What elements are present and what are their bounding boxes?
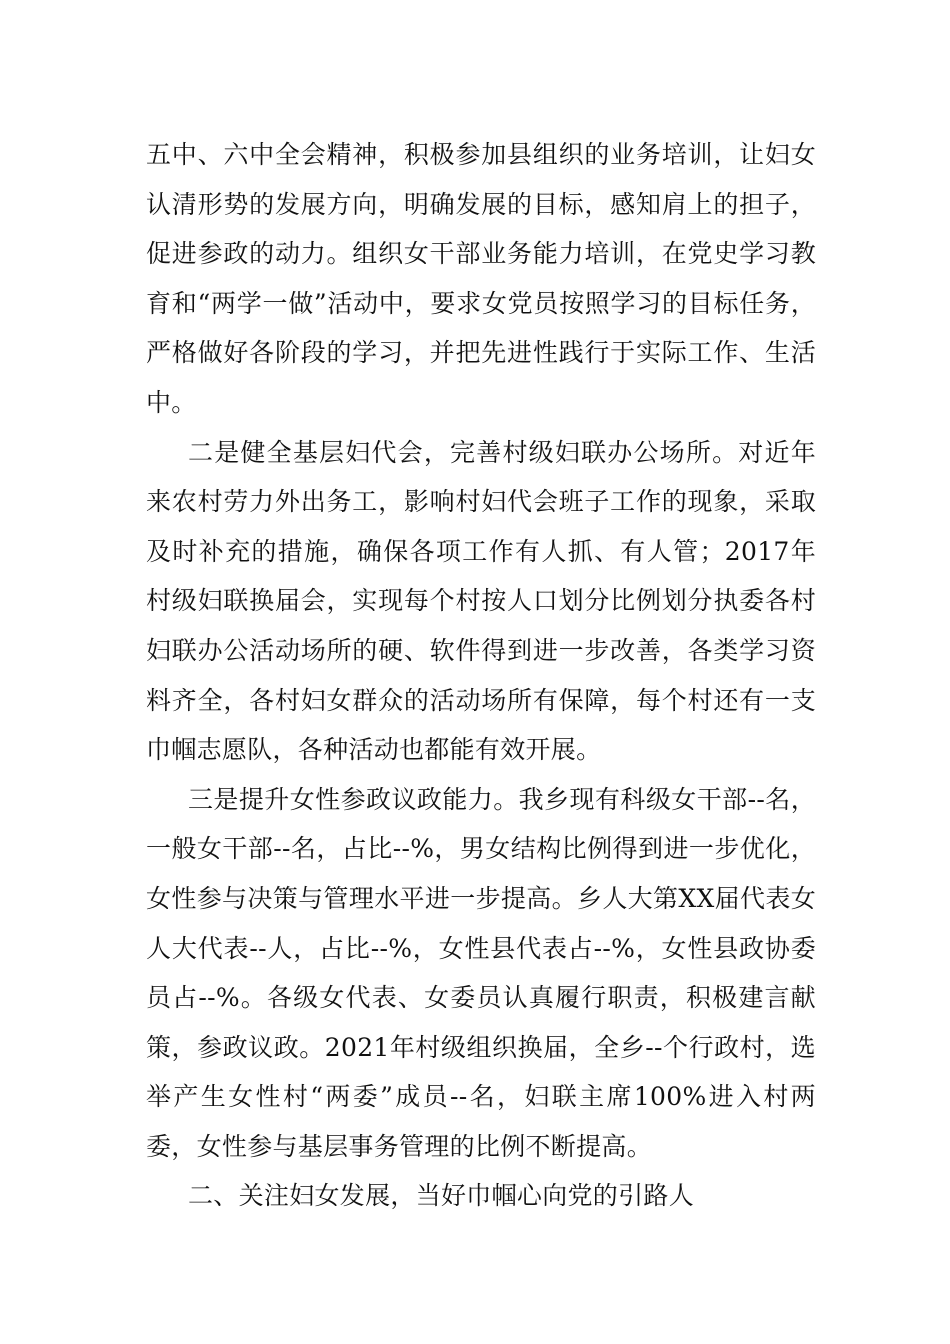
paragraph-women-political-participation: 三是提升女性参政议政能力。我乡现有科级女干部--名，一般女干部--名，占比--%，男女结构比例得到进一步优化，女性参与决策与管理水平进一步提高。乡人大第XX届代表女人大代表--人，占比--%，女性县代表占--%，女性县政协委员占--%。各级女代表、女委员认真履行职责，积极建言献策，参政议政。2021年村级组织换届，全乡--个行政村，选举产生女性村“两委”成员--名，妇联主席100%进入村两委，女性参与基层事务管理的比例不断提高。 — [146, 784, 816, 1161]
document-body — [146, 130, 816, 1221]
paragraph-grassroots-women-congress: 二是健全基层妇代会，完善村级妇联办公场所。对近年来农村劳力外出务工，影响村妇代会班子工作的现象，采取及时补充的措施，确保各项工作有人抓、有人管；2017年村级妇联换届会，实现每个村按人口划分比例划分执委各村妇联办公活动场所的硬、软件得到进一步改善，各类学习资料齐全，各村妇女群众的活动场所有保障，每个村还有一支巾帼志愿队，各种活动也都能有效开展。 — [146, 437, 816, 765]
section-heading: 二、关注妇女发展，当好巾帼心向党的引路人 — [188, 1181, 695, 1211]
paragraph-continuation: 五中、六中全会精神，积极参加县组织的业务培训，让妇女认清形势的发展方向，明确发展的目标，感知肩上的担子，促进参政的动力。组织女干部业务能力培训，在党史学习教育和“两学一做”活动中，要求女党员按照学习的目标任务，严格做好各阶段的学习，并把先进性践行于实际工作、生活中。 — [146, 140, 816, 417]
